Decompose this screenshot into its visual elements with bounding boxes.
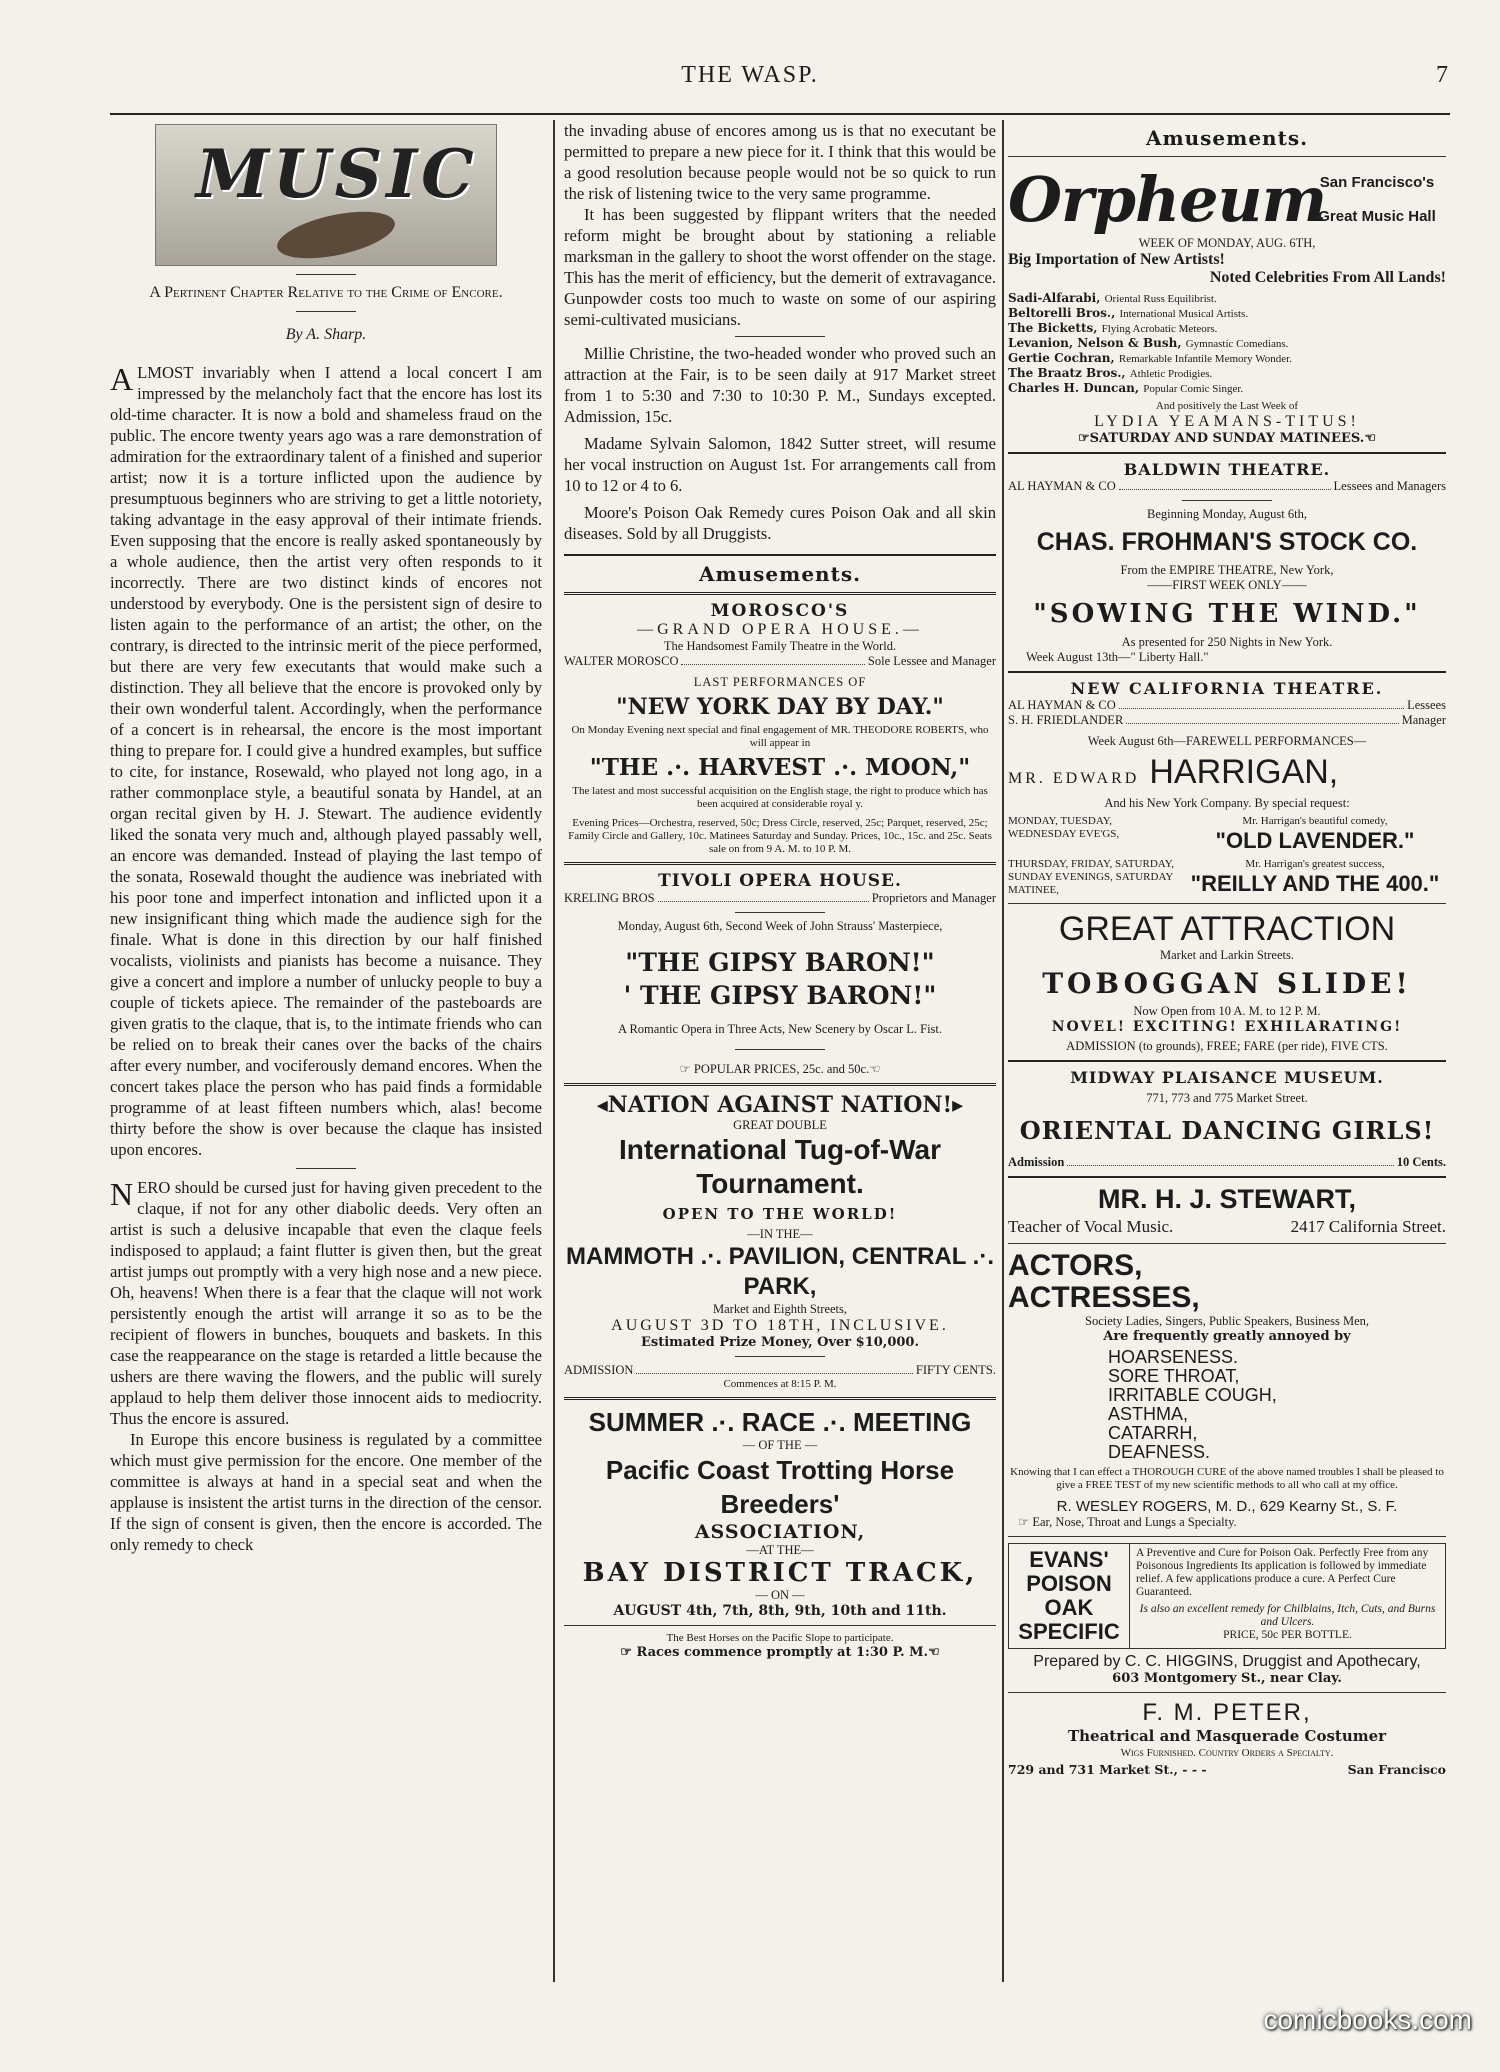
tivoli-name: TIVOLI OPERA HOUSE. [658, 871, 902, 891]
summer-assoc: ASSOCIATION, [694, 1521, 866, 1543]
nation-commences: Commences at 8:15 P. M. [723, 1378, 837, 1390]
divider [1008, 1243, 1446, 1244]
drop-cap: A [110, 361, 134, 397]
divider [735, 1049, 825, 1050]
orpheum-lydia: LYDIA YEAMANS-TITUS! [1094, 413, 1360, 430]
orpheum-act [1008, 351, 1446, 366]
divider [735, 1356, 825, 1357]
evans-name-line: EVANS' [1029, 1547, 1109, 1572]
divider [735, 912, 825, 913]
divider [1008, 1536, 1446, 1537]
divider [564, 592, 996, 595]
baldwin-play: "SOWING THE WIND." [1033, 599, 1421, 629]
morosco-play-2: "THE .·. HARVEST .·. MOON," [589, 754, 971, 781]
tivoli-prices: ☞ POPULAR PRICES, 25c. and 50c.☜ [679, 1062, 881, 1076]
california-greatest: Mr. Harrigan's greatest success, [1245, 858, 1385, 870]
summer-on: — ON — [755, 1588, 805, 1602]
california-days-1: MONDAY, TUESDAY, WEDNESDAY EVE'GS, [1008, 815, 1120, 840]
morosco-ad [564, 601, 996, 856]
attraction-where: Market and Larkin Streets. [1160, 948, 1294, 962]
orpheum-act [1008, 291, 1446, 306]
nation-dates: AUGUST 3D TO 18TH, INCLUSIVE. [611, 1317, 949, 1334]
ailment-item: HOARSENESS. [1108, 1347, 1239, 1367]
ailment-item: IRRITABLE COUGH, [1108, 1385, 1277, 1405]
evans-address: 603 Montgomery St., near Clay. [1112, 1671, 1342, 1686]
orpheum-act-name: Beltorelli Bros., [1008, 306, 1120, 320]
column-rule-1 [553, 120, 555, 1982]
orpheum-act [1008, 306, 1446, 321]
nation-open: OPEN TO THE WORLD! [662, 1205, 898, 1223]
orpheum-act-name: Charles H. Duncan, [1008, 381, 1144, 395]
evans-name-line: SPECIFIC [1018, 1619, 1120, 1644]
orpheum-act [1008, 336, 1446, 351]
nation-double: GREAT DOUBLE [733, 1118, 827, 1132]
peter-city: San Francisco [1347, 1762, 1446, 1777]
orpheum-act-desc: Athletic Prodigies. [1129, 368, 1213, 380]
california-days-2: THURSDAY, FRIDAY, SATURDAY, SUNDAY EVENINGS, SATURDAY MATINEE, [1008, 858, 1174, 896]
orpheum-act-desc: Oriental Russ Equilibrist. [1104, 293, 1217, 305]
divider [1008, 903, 1446, 904]
evans-price: PRICE, 50c PER BOTTLE. [1223, 1629, 1352, 1641]
orpheum-big: Big Importation of New Artists! [1008, 251, 1225, 268]
evans-name-line: OAK [1044, 1595, 1094, 1620]
summer-at-the: —AT THE— [746, 1543, 814, 1557]
article-paragraph: LMOST invariably when I attend a local concert I am impressed by the melancholy fact that the encore has lost its old-time character. It is now a bold and shameless fraud on the public. The encore twenty years ago was a rare demonstration of admiration for the extraordinary talent of a finished and superior artist; now it is a torture inflicted upon the audience by presumptuous beginners who are striving to get a little notoriety, taking advantage in the easy approval of their intimate friends. Even supposing that the encore is really asked spontaneously by a whole audience, then the artist very often responds to it incorrectly. There are two distinct kinds of encores not understood by everybody. One is the persistent sign of desire to listen again to the performance of an artist; the other, on the contrary, is directed to the intrinsic merit of the piece performed, but there are very few executants that would make such a distinction. They all believe that the encore is provoked only by their own wonderful talent. Accordingly, when the performance of a concert is in rehearsal, the encore is the most important thing to prepare for. I could give a hundred examples, but suffice to cite, for instance, Rosewald, who played not long ago, in a rather commonplace style, a beautiful sonata by Handel, at an organ recital given by H. J. Stewart. The audience evidently liked the sonata very much and, although played passably well, an encore was demanded. Instead of playing the last tempo of the sonata, Rosewald thought the audience was inebriated with his poor tone and imperfect intonation and inflicted upon it a new insignificant thing which made the audience sigh for the finale. What is done in this direction by our half finished vocalists, violinists and pianists has become a nuisance. They give a concert and implore a number of unlucky people to buy a couple of tickets apiece. The remainder of the pasteboards are given gratis to the claque, that is, to the intimate friends who can be relied on to break their canes over the backs of the chairs after every number, and vociferously demand encores. When the concert takes place the person who has paid finds a formidable programme of at least fifteen numbers which, alas! become thirty before the show is over because the claque has insisted upon encores. [110, 363, 542, 1159]
baldwin-begin: Beginning Monday, August 6th, [1147, 507, 1307, 521]
stewart-teacher: Teacher of Vocal Music. [1008, 1217, 1174, 1236]
article-byline: By A. Sharp. [285, 326, 367, 343]
divider [564, 1083, 996, 1086]
midway-name: MIDWAY PLAISANCE MUSEUM. [1070, 1068, 1384, 1087]
divider [296, 1168, 356, 1169]
column-1 [110, 120, 542, 1984]
orpheum-act-name: The Braatz Bros., [1008, 366, 1130, 380]
peter-role: Theatrical and Masquerade Costumer [1067, 1727, 1387, 1745]
summer-track: BAY DISTRICT TRACK, [582, 1558, 978, 1588]
california-week: Week August 6th—FAREWELL PERFORMANCES— [1087, 734, 1367, 748]
attraction-admission: ADMISSION (to grounds), FREE; FARE (per ride), FIVE CTS. [1066, 1039, 1388, 1053]
watermark-logo: comicbooks.com [1263, 2004, 1472, 2035]
california-beaut: Mr. Harrigan's beautiful comedy, [1242, 815, 1388, 827]
orpheum-ad [1008, 163, 1446, 446]
race-meeting-ad [564, 1406, 996, 1660]
tivoli-manager: KRELING BROS Proprietors and Manager [564, 891, 996, 905]
baldwin-week13: Week August 13th—" Liberty Hall." [1026, 650, 1209, 664]
amusements-heading: Amusements. [1145, 126, 1309, 150]
column-2 [564, 120, 996, 1984]
stewart-name: MR. H. J. STEWART, [1097, 1184, 1357, 1214]
stewart-address: 2417 California Street. [1290, 1217, 1446, 1236]
nation-pavilion: MAMMOTH .·. PAVILION, CENTRAL .·. PARK, [566, 1243, 994, 1300]
ailment-item: ASTHMA, [1108, 1404, 1189, 1424]
baldwin-first: ——FIRST WEEK ONLY—— [1147, 578, 1307, 592]
summer-pcth: Pacific Coast Trotting Horse Breeders' [605, 1455, 955, 1519]
midway-girls: ORIENTAL DANCING GIRLS! [1019, 1116, 1435, 1145]
california-lessees: AL HAYMAN & CO Lessees [1008, 698, 1446, 712]
california-lavender: "OLD LAVENDER." [1215, 828, 1415, 853]
summer-dates: AUGUST 4th, 7th, 8th, 9th, 10th and 11th. [613, 1603, 947, 1619]
baldwin-name: BALDWIN THEATRE. [1123, 460, 1331, 479]
rogers-knowing: Knowing that I can effect a THOROUGH CURE of the above named troubles I shall be pleased to give a FREE TEST of my new scientific methods to all who call at my office. [1010, 1466, 1444, 1491]
morosco-latest: The latest and most successful acquisition on the English stage, the right to produce which has been acquired at considerable royal y. [572, 785, 988, 810]
tivoli-monday: Monday, August 6th, Second Week of John Strauss' Masterpiece, [617, 919, 943, 933]
attraction-slide: TOBOGGAN SLIDE! [1042, 967, 1412, 1000]
rogers-ad [1008, 1250, 1446, 1530]
rogers-annoyed: Are frequently greatly annoyed by [1103, 1329, 1351, 1344]
orpheum-act [1008, 321, 1446, 336]
evans-ad [1008, 1543, 1446, 1686]
orpheum-act-desc: Popular Comic Singer. [1143, 383, 1244, 395]
column-3 [1008, 120, 1446, 1984]
orpheum-act [1008, 381, 1446, 396]
midway-admission: Admission 10 Cents. [1008, 1155, 1446, 1169]
orpheum-act-name: Sadi-Alfarabi, [1008, 291, 1105, 305]
running-title: THE WASP. [681, 62, 819, 88]
nation-in-the: —IN THE— [747, 1227, 813, 1241]
nation-prize: Estimated Prize Money, Over $10,000. [641, 1335, 919, 1350]
article-paragraph: In Europe this encore business is regulated by a committee which must give permission for the encore. One member of the committee is always at hand in a special seat and when the applause is insistent the artist turns in the direction of the censor. If the sign of consent is given, then the encore is accorded. The only remedy to check [110, 1430, 542, 1554]
rogers-society: Society Ladies, Singers, Public Speakers, Business Men, [1085, 1314, 1369, 1328]
peter-name: F. M. PETER, [1142, 1699, 1312, 1726]
morosco-prices: Evening Prices—Orchestra, reserved, 50c; Dress Circle, reserved, 25c; Parquet, reserved, 25c; Family Circle and Gallery, 10c. Matinees Saturday and Sunday. Prices, 10c., 15c. and 25c. Seats sale on from 9 A. M. to 10 P. M. [568, 817, 992, 855]
tivoli-desc: A Romantic Opera in Three Acts, New Scenery by Oscar L. Fist. [618, 1022, 942, 1036]
morosco-play-1: "NEW YORK DAY BY DAY." [616, 694, 944, 720]
nation-admission: ADMISSION FIFTY CENTS. [564, 1363, 996, 1377]
baldwin-company: CHAS. FROHMAN'S STOCK CO. [1036, 528, 1418, 556]
nation-head: ◂NATION AGAINST NATION!▸ [596, 1092, 964, 1118]
midway-address: 771, 773 and 775 Market Street. [1146, 1091, 1308, 1105]
orpheum-hall: Great Music Hall [1318, 207, 1436, 225]
divider [564, 1625, 996, 1626]
top-rule [110, 113, 1450, 115]
divider [735, 336, 825, 337]
california-ad [1008, 679, 1446, 897]
divider [564, 1397, 996, 1400]
midway-ad [1008, 1068, 1446, 1170]
article-paragraph: It has been suggested by flippant writers that the needed reform might be brought about by stationing a reliable marksman in the gallery to shoot the worst offender on the stage. This has the merit of efficiency, but the demerit of extravagance. Gunpowder costs too much to waste on some of our aspiring semi-cultivated musicians. [564, 205, 996, 329]
divider [1008, 156, 1446, 157]
peter-address: 729 and 731 Market St., - - - [1008, 1762, 1207, 1777]
divider [564, 862, 996, 865]
baldwin-ad [1008, 460, 1446, 665]
attraction-novel: NOVEL! EXCITING! EXHILARATING! [1051, 1019, 1403, 1035]
orpheum-week: WEEK OF MONDAY, AUG. 6TH, [1138, 236, 1316, 250]
ailment-item: CATARRH, [1108, 1423, 1198, 1443]
summer-of-the: — OF THE — [742, 1438, 818, 1452]
tivoli-play-1: "THE GIPSY BARON!" [625, 948, 935, 977]
drop-cap: N [110, 1176, 134, 1212]
nation-streets: Market and Eighth Streets, [713, 1302, 847, 1316]
california-mr: MR. EDWARD [1008, 770, 1140, 787]
california-harrigan: HARRIGAN, [1149, 753, 1339, 791]
orpheum-act-name: The Bicketts, [1008, 321, 1102, 335]
attraction-head: GREAT ATTRACTION [1058, 910, 1396, 948]
running-head [0, 62, 1500, 92]
tivoli-ad [564, 871, 996, 1077]
morosco-monday: On Monday Evening next special and final engagement of MR. THEODORE ROBERTS, who will appear in [571, 724, 989, 749]
divider [1008, 452, 1446, 454]
peter-wigs: Wigs Furnished. Country Orders a Specialty. [1120, 1747, 1334, 1759]
orpheum-pos: And positively the Last Week of [1155, 400, 1299, 412]
morosco-manager: WALTER MOROSCO Sole Lessee and Manager [564, 654, 996, 668]
california-name: NEW CALIFORNIA THEATRE. [1070, 679, 1384, 698]
music-logo [155, 124, 497, 266]
baldwin-manager: AL HAYMAN & CO Lessees and Managers [1008, 479, 1446, 493]
evans-name [1009, 1544, 1130, 1648]
rogers-doctor: R. WESLEY ROGERS, M. D., 629 Kearny St., S. F. [1056, 1498, 1398, 1515]
baldwin-presented: As presented for 250 Nights in New York. [1121, 635, 1333, 649]
summer-best: The Best Horses on the Pacific Slope to participate. [666, 1632, 894, 1644]
ailment-item: DEAFNESS. [1108, 1442, 1211, 1462]
divider [296, 311, 356, 312]
divider [1182, 500, 1272, 501]
divider [1008, 1176, 1446, 1178]
news-item: Madame Sylvain Salomon, 1842 Sutter street, will resume her vocal instruction on August 1st. For arrangements call from 10 to 12 or 4 to 6. [564, 434, 996, 495]
morosco-last: LAST PERFORMANCES OF [693, 675, 867, 689]
orpheum-sf: San Francisco's [1319, 173, 1435, 191]
article-paragraph: ERO should be cursed just for having given precedent to the claque, if not for any other diabolic deeds. Very often an artist is such a delusive incapable that even the claque feels indisposed to applaud; a faint flutter is given then, but the great artist jumps out promptly with a very high nose and a new piece. Oh, heavens! When there is a fear that the claque will not work persistently enough the artist will arrange it so as to be the recipient of flowers in bunches, bouquets and baskets. In this case the reappearance on the stage is retarded a little because the ushers are there waving the flowers, and the public will surely applaud to help them deliver those innocent aids to mediocrity. Thus the encore is assured. [110, 1178, 542, 1428]
orpheum-acts [1008, 291, 1446, 396]
peter-ad [1008, 1699, 1446, 1777]
stewart-ad [1008, 1184, 1446, 1237]
rogers-head-2: ACTRESSES, [1008, 1281, 1200, 1314]
evans-prepared: Prepared by C. C. HIGGINS, Druggist and Apothecary, [1033, 1653, 1421, 1670]
divider [1008, 1060, 1446, 1062]
rogers-head-1: ACTORS, [1008, 1249, 1143, 1282]
article-paragraph: the invading abuse of encores among us is that no executant be permitted to prepare a new piece for it. I think that this would be a good resolution because people would not be so quick to run the risk of listening twice to the very same programme. [564, 121, 996, 203]
evans-also: Is also an excellent remedy for Chilblains, Itch, Cuts, and Burns and Ulcers. [1139, 1603, 1436, 1628]
article-body-1 [110, 362, 542, 1555]
orpheum-act-desc: Gymnastic Comedians. [1185, 338, 1289, 350]
evans-desc: A Preventive and Cure for Poison Oak. Perfectly Free from any Poisonous Ingredients Its application is followed by immediate relief. A few applications produce a cure. A Perfect Cure Guaranteed. [1136, 1547, 1429, 1598]
orpheum-act-name: Levanion, Nelson & Bush, [1008, 336, 1186, 350]
orpheum-act-desc: Remarkable Infantile Memory Wonder. [1118, 353, 1292, 365]
evans-name-line: POISON [1026, 1571, 1112, 1596]
orpheum-logo: Orpheum [1008, 163, 1327, 236]
toboggan-ad [1008, 910, 1446, 1054]
morosco-name: MOROSCO'S [710, 601, 850, 621]
orpheum-matinees: ☞SATURDAY AND SUNDAY MATINEES.☜ [1078, 431, 1376, 446]
tivoli-play-2: ' THE GIPSY BARON!" [623, 981, 937, 1010]
news-item: Moore's Poison Oak Remedy cures Poison Oak and all skin diseases. Sold by all Druggists. [564, 503, 996, 543]
divider [296, 274, 356, 275]
rogers-ailments [1008, 1348, 1446, 1462]
music-logo-word: MUSIC [196, 135, 478, 213]
orpheum-act-desc: Flying Acrobatic Meteors. [1101, 323, 1218, 335]
orpheum-act-desc: International Musical Artists. [1119, 308, 1249, 320]
summer-races: ☞ Races commence promptly at 1:30 P. M.☜ [620, 1645, 940, 1660]
article-subtitle: A Pertinent Chapter Relative to the Crime of Encore. [149, 284, 503, 301]
tug-of-war-ad [564, 1092, 996, 1391]
divider [1008, 1692, 1446, 1693]
baldwin-from: From the EMPIRE THEATRE, New York, [1120, 563, 1334, 577]
orpheum-noted: Noted Celebrities From All Lands! [1209, 269, 1446, 286]
article-body-2 [564, 120, 996, 544]
morosco-tagline: The Handsomest Family Theatre in the World. [663, 639, 897, 653]
orpheum-act [1008, 366, 1446, 381]
attraction-open: Now Open from 10 A. M. to 12 P. M. [1133, 1004, 1321, 1018]
california-manager: S. H. FRIEDLANDER Manager [1008, 713, 1446, 727]
orpheum-act-name: Gertie Cochran, [1008, 351, 1119, 365]
california-reilly: "REILLY AND THE 400." [1190, 871, 1440, 896]
rogers-specialty: ☞ Ear, Nose, Throat and Lungs a Specialty. [1018, 1515, 1237, 1529]
nation-tournament: International Tug-of-War Tournament. [619, 1134, 941, 1199]
california-company: And his New York Company. By special request: [1104, 796, 1350, 810]
ailment-item: SORE THROAT, [1108, 1366, 1240, 1386]
column-rule-2 [1002, 120, 1004, 1982]
divider [1008, 671, 1446, 673]
divider [564, 554, 996, 556]
summer-head: SUMMER .·. RACE .·. MEETING [588, 1407, 972, 1437]
amusements-heading: Amusements. [698, 562, 862, 586]
news-item: Millie Christine, the two-headed wonder who proved such an attraction at the Fair, is to be seen daily at 917 Market street from 1 to 5:30 and 7:30 to 10:30 P. M., Sundays excepted. Admission, 15c. [564, 344, 996, 426]
page-number: 7 [1436, 62, 1448, 88]
morosco-house: —GRAND OPERA HOUSE.— [637, 621, 923, 638]
